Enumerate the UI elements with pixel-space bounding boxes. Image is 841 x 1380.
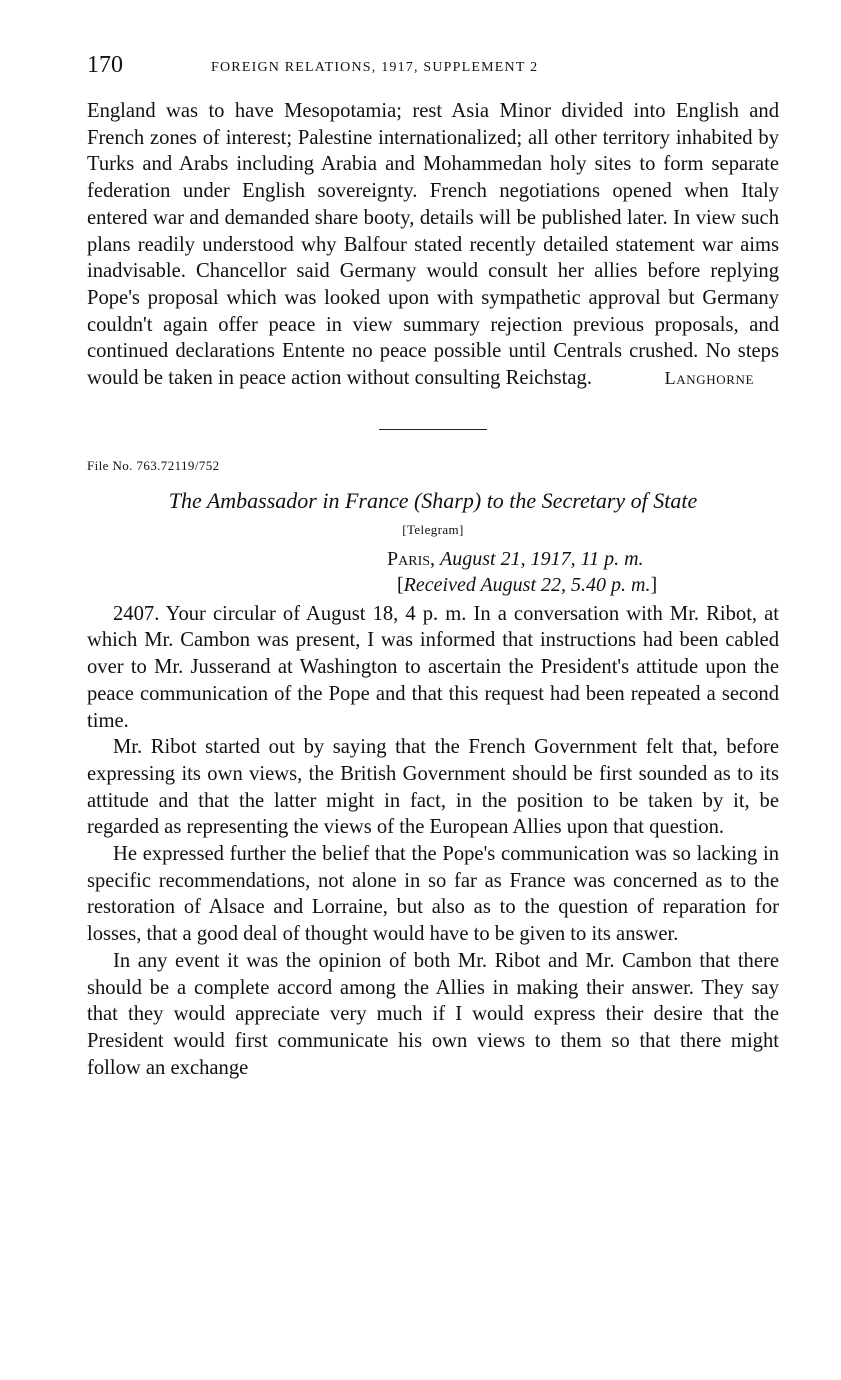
document-page — [87, 52, 779, 1081]
dateline-date: August 21, 1917, 11 p. m. — [440, 547, 644, 570]
document-title: The Ambassador in France (Sharp) to the Secretary of State — [168, 487, 698, 513]
dateline — [387, 546, 779, 572]
file-number: File No. 763.72119/752 — [87, 457, 220, 473]
body-paragraph: He expressed further the belief that the Pope's communication was so lacking in specific recommendations, not alone in so far as France was concerned as to the restoration of Alsace and Lorraine, but also as to the question of reparation for losses, that a good deal of thought would have to be given to its answer. — [87, 843, 779, 946]
prior-document-body: England was to have Mesopotamia; rest Asia Minor divided into English and French zones of interest; Palestine internationalized; all other territory inhabited by Turks and Arabs including Arabia and Mohammedan holy sites to form separate federation under English sovereignty. French negotiations opened when Italy entered war and demanded share booty, details will be published later. In view such plans readily understood why Balfour stated recently detailed statement war aims inadvisable. Chancellor said Germany would consult her allies before replying Pope's proposal which was looked upon with sympathetic approval but Germany couldn't again offer peace in view summary rejection previous proposals, and continued declarations Entente no peace possible until Centrals crushed. No steps would be taken in peace action without consulting Reichstag. — [87, 100, 779, 390]
signature: Langhorne — [664, 368, 754, 389]
running-head: FOREIGN RELATIONS, 1917, SUPPLEMENT 2 — [211, 60, 539, 75]
body-paragraph: Mr. Ribot started out by saying that the French Government felt that, before expressing its own views, the British Government should be first sounded as to its attitude and that the latter might in fact, in the position to be taken by it, be regarded as representing the views of the European Allies upon that question. — [87, 736, 779, 839]
dateline-place: Paris, — [387, 547, 436, 570]
received-line — [397, 572, 779, 598]
body-paragraph: 2407. Your circular of August 18, 4 p. m. In a conversation with Mr. Ribot, at which Mr. Cambon was present, I was informed that instructions had been cabled over to Mr. Jusserand at Washington to ascertain the President's attitude upon the peace communication of the Pope and that this request had been repeated a second time. — [87, 602, 779, 732]
prior-document-text — [87, 98, 779, 392]
page-number: 170 — [87, 52, 123, 78]
received-date: Received August 22, 5.40 p. m. — [403, 573, 651, 596]
body-paragraph: In any event it was the opinion of both Mr. Ribot and Mr. Cambon that there should be a complete accord among the Allies in making their answer. They say that they would appreciate very much if I would express their desire that the President would first communicate his own views to them so that there might follow an exchange — [87, 949, 779, 1079]
section-divider — [379, 429, 487, 430]
received-close-bracket: ] — [650, 573, 658, 596]
page-header — [87, 52, 779, 84]
received-open-bracket: [ — [397, 573, 404, 596]
document-kind: [Telegram] — [402, 521, 464, 537]
